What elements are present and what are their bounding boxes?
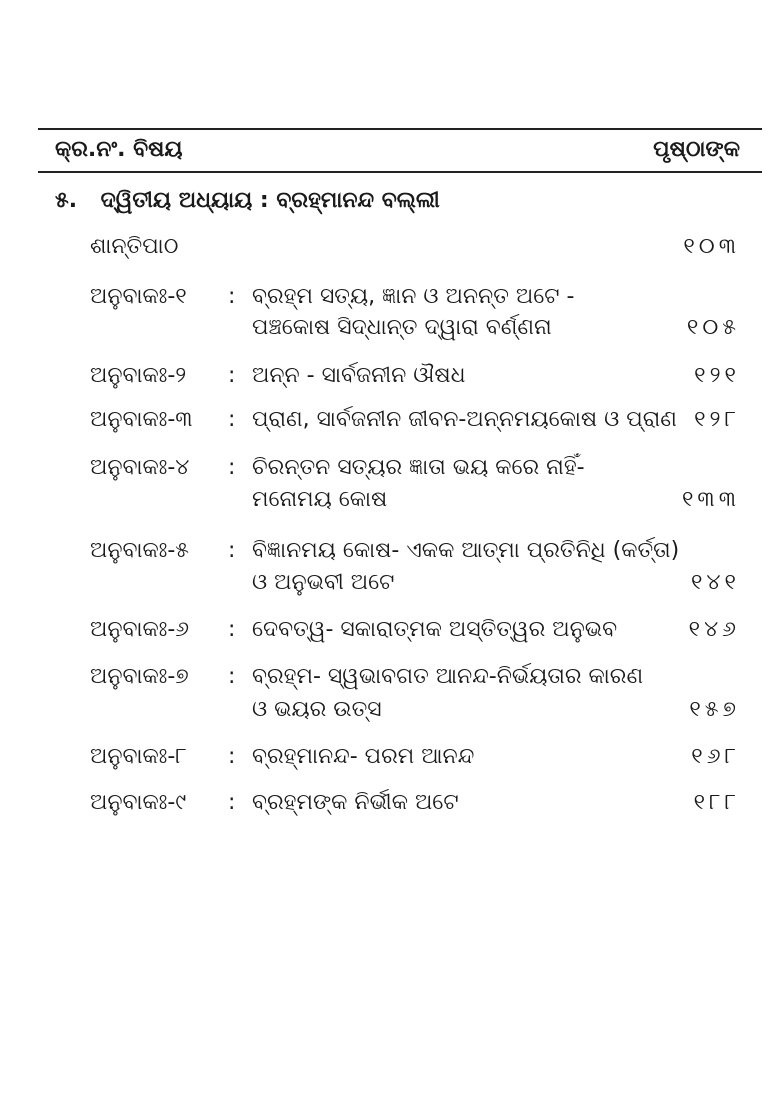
toc-entry-text: ଓ ଅନୁଭବୀ ଅଟେ [252,570,395,595]
toc-entry-page: ୧୪୬ [688,617,740,642]
toc-entry-colon: : [228,407,236,432]
toc-entry-colon: : [228,617,236,642]
toc-entry-text: ପଞ୍ଚକୋଷ ସିଦ୍ଧାନ୍ତ ଦ୍ୱାରା ବର୍ଣ୍ଣନା [252,315,552,340]
toc-entry-label: ଅନୁବାକଃ-୮ [90,744,187,769]
toc-entry-text: ବ୍ରହ୍ମ- ସ୍ୱଭାବଗତ ଆନନ୍ଦ-ନିର୍ଭୟତାର କାରଣ [252,664,644,689]
chapter-heading [55,188,440,213]
toc-entry-text: ବ୍ରହ୍ମାନନ୍ଦ- ପରମ ଆନନ୍ଦ [252,744,475,769]
toc-entry-page: ୧୨୮ [694,407,740,432]
toc-entry-text: ବିଜ୍ଞାନମୟ କୋଷ- ଏକକ ଆତ୍ମା ପ୍ରତିନିଧି (କର୍ତ୍ତା) [252,538,680,563]
toc-entry-colon: : [228,744,236,769]
toc-entry-page: ୧୮୮ [693,790,740,815]
header-top-rule [38,128,762,130]
toc-entry-label: ଅନୁବାକଃ-୩ [90,407,193,432]
toc-entry-label: ଅନୁବାକଃ-୨ [90,363,187,388]
toc-entry-label: ଅନୁବାକଃ-୭ [90,664,189,689]
toc-entry-colon: : [228,790,236,815]
toc-entry-label: ଅନୁବାକଃ-୬ [90,617,190,642]
toc-entry-colon: : [228,363,236,388]
toc-entry-text: ଅନ୍ନ - ସାର୍ବଜନୀନ ଔଷଧ [252,363,466,388]
toc-entry-colon: : [228,455,236,480]
toc-entry-label: ଅନୁବାକଃ-୪ [90,455,190,480]
toc-entry-label: ଅନୁବାକଃ-୧ [90,284,187,309]
column-header-serial-subject: କ୍ର.ନଂ. ବିଷୟ [55,137,183,162]
toc-entry-page: ୧୬୮ [691,744,740,769]
toc-entry-page: ୧୨୧ [694,363,740,388]
toc-entry-colon: : [228,664,236,689]
chapter-title: ଦ୍ୱିତୀୟ ଅଧ୍ୟାୟ : ବ୍ରହ୍ମାନନ୍ଦ ବଲ୍ଲୀ [100,188,440,213]
toc-entry-label: ଅନୁବାକଃ-୫ [90,538,190,563]
toc-entry-colon: : [228,538,236,563]
toc-entry-page: ୧୩୩ [681,487,740,512]
toc-entry-text: ଓ ଭୟର ଉତ୍ସ [252,697,382,722]
chapter-number: ୫. [55,188,78,213]
toc-entry-page: ୧୦୩ [683,234,740,259]
toc-entry-text: ଦେବତ୍ୱ- ସକାରାତ୍ମକ ଅସ୍ତିତ୍ୱର ଅନୁଭବ [252,617,618,642]
toc-entry-text: ମନୋମୟ କୋଷ [252,487,388,512]
toc-entry-text: ପ୍ରାଣ, ସାର୍ବଜନୀନ ଜୀବନ-ଅନ୍ନମୟକୋଷ ଓ ପ୍ରାଣ [252,407,677,432]
toc-entry-text: ବ୍ରହ୍ମ ସତ୍ୟ, ଜ୍ଞାନ ଓ ଅନନ୍ତ ଅଟେ - [252,284,575,309]
toc-entry-label: ଶାନ୍ତିପାଠ [90,234,179,259]
toc-entry-text: ଚିରନ୍ତନ ସତ୍ୟର ଜ୍ଞାତା ଭୟ କରେ ନାହିଁ- [252,455,585,480]
toc-entry-colon: : [228,284,236,309]
toc-entry-page: ୧୦୫ [686,315,740,340]
column-header-page: ପୃଷ୍ଠାଙ୍କ [653,137,740,162]
toc-entry-page: ୧୫୭ [689,697,740,722]
toc-entry-label: ଅନୁବାକଃ-୯ [90,790,187,815]
toc-entry-text: ବ୍ରହ୍ମଙ୍କ ନିର୍ଭୀକ ଅଟେ [252,790,459,815]
toc-entry-page: ୧୪୧ [690,570,740,595]
header-bottom-rule [38,171,762,173]
